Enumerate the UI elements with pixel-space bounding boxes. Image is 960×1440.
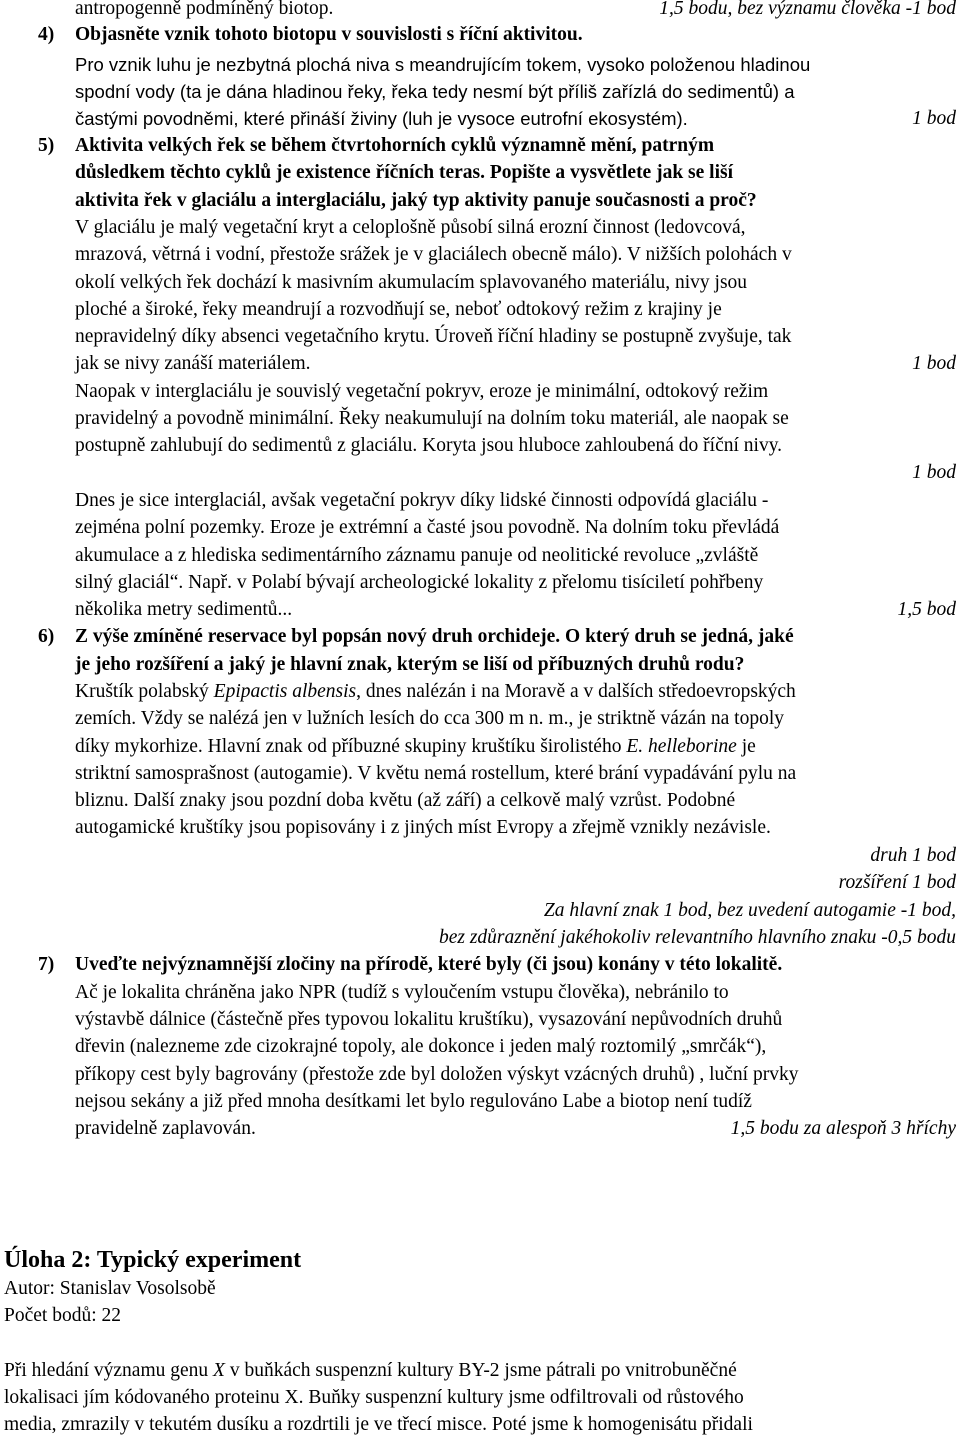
body-text: Při hledání významu genu <box>4 1360 214 1381</box>
answer-text: Pro vznik luhu je nezbytná plochá niva s meandrujícím tokem, vysoko položenou hladinou <box>75 54 811 75</box>
answer-text: dřevin (nalezneme zde cizokrajné topoly, ale dokonce i jeden malý roztomilý „smrčák“), <box>75 1036 767 1057</box>
answer-text: striktní samosprašnost (autogamie). V květu nemá rostellum, které brání vypadávání pylu na <box>75 763 797 784</box>
answer-text: mrazová, větrná i vodní, přestože srážek je v glaciálech obecně málo). V nižších polohách v <box>75 244 792 265</box>
points-note: rozšíření 1 bod <box>838 872 956 893</box>
answer-text: pravidelně zaplavován. <box>75 1118 256 1139</box>
answer-text: antropogenně podmíněný biotop. <box>75 0 334 19</box>
answer-text: autogamické kruštíky jsou popisovány i z jiných míst Evropy a zřejmě vznikly nezávisle. <box>75 817 771 838</box>
points-note: 1,5 bod <box>897 599 956 620</box>
answer-text: jak se nivy zanáší materiálem. <box>75 353 311 374</box>
answer-text: silný glaciál“. Např. v Polabí bývají archeologické lokality z přelomu tisíciletí pohřbeny <box>75 572 764 593</box>
answer-text: nepravidelný díky absenci vegetačního krytu. Úroveň říční hladiny se postupně zvyšuje, tak <box>75 326 792 347</box>
points-note: 1,5 bodu, bez významu člověka -1 bod <box>659 0 956 19</box>
question-text: Aktivita velkých řek se během čtvrtohorních cyklů významně mění, patrným <box>75 135 715 156</box>
gene-name: X <box>213 1360 225 1381</box>
answer-text: postupně zahlubují do sedimentů z glaciálu. Koryta jsou hluboce zahloubená do říční nivy. <box>75 435 783 456</box>
question-text: Z výše zmíněné reservace byl popsán nový druh orchideje. O který druh se jedná, jaké <box>75 626 794 647</box>
points-note: 1 bod <box>912 462 956 483</box>
body-text: media, zmrazily v tekutém dusíku a rozdrtili je ve třecí misce. Poté jsme k homogenisátu přidali <box>4 1414 753 1435</box>
answer-text: Dnes je sice interglaciál, avšak vegetační pokryv díky lidské činnosti odpovídá glaciálu - <box>75 490 769 511</box>
answer-text: výstavbě dálnice (částečně přes typovou lokalitu kruštíku), vysazování nepůvodních druhů <box>75 1009 783 1030</box>
question-number: 4) <box>38 24 55 45</box>
section-heading: Úloha 2: Typický experiment <box>4 1247 302 1273</box>
question-number: 5) <box>38 135 55 156</box>
answer-text: zejména polní pozemky. Eroze je extrémní a časté jsou povodně. Na dolním toku převládá <box>75 517 780 538</box>
points-note: 1 bod <box>912 108 956 129</box>
answer-text: několika metry sedimentů... <box>75 599 293 620</box>
question-text: je jeho rozšíření a jaký je hlavní znak, kterým se liší od příbuzných druhů rodu? <box>75 654 745 675</box>
points-note: 1 bod <box>912 353 956 374</box>
text-line <box>75 0 956 22</box>
answer-text: díky mykorhize. Hlavní znak od příbuzné skupiny kruštíku širolistého <box>75 736 627 757</box>
answer-text: nejsou sekány a již před mnoha desítkami let bylo regulováno Labe a biotop není tudíž <box>75 1091 752 1112</box>
answer-text: okolí velkých řek dochází k masivním akumulacím splavovaného materiálu, nivy jsou <box>75 272 748 293</box>
points-line: Počet bodů: 22 <box>4 1305 121 1326</box>
points-note: bez zdůraznění jakéhokoliv relevantního hlavního znaku -0,5 bodu <box>438 927 956 948</box>
answer-text: spodní vody (ta je dána hladinou řeky, řeka tedy nesmí být příliš zařízlá do sedimentů) a <box>75 81 795 102</box>
points-note: Za hlavní znak 1 bod, bez uvedení autogamie -1 bod, <box>543 900 956 921</box>
question-text: důsledkem těchto cyklů je existence říčních teras. Popište a vysvětlete jak se liší <box>75 162 734 183</box>
answer-text: zemích. Vždy se nalézá jen v lužních lesích do cca 300 m n. m., je striktně vázán na topoly <box>75 708 784 729</box>
answer-text: Naopak v interglaciálu je souvislý vegetační pokryv, eroze je minimální, odtokový režim <box>75 381 769 402</box>
answer-text: pravidelný a povodně minimální. Řeky neakumulují na dolním toku materiál, ale naopak se <box>75 408 789 429</box>
answer-text: Kruštík polabský <box>75 681 214 702</box>
author-line: Autor: Stanislav Vosolsobě <box>4 1278 216 1299</box>
species-name: Epipactis albensis <box>213 681 357 702</box>
text-line <box>4 1358 956 1384</box>
text-line <box>75 106 956 132</box>
answer-text: příkopy cest byly bagrovány (přestože zde byl doložen výskyt vzácných druhů) , luční prvky <box>75 1064 799 1085</box>
question-text: Uveďte nejvýznamnější zločiny na přírodě, které byly (či jsou) konány v této lokalitě. <box>75 954 783 975</box>
answer-text: akumulace a z hlediska sedimentárního záznamu panuje od neolitické revoluce „zvláště <box>75 545 759 566</box>
answer-text: V glaciálu je malý vegetační kryt a celoplošně působí silná erozní činnost (ledovcová, <box>75 217 746 238</box>
question-text: Objasněte vznik tohoto biotopu v souvislosti s říční aktivitou. <box>75 24 583 45</box>
question-number: 7) <box>38 954 55 975</box>
body-text: v buňkách suspenzní kultury BY-2 jsme pátrali po vnitrobuněčné <box>224 1360 737 1381</box>
text-line <box>75 351 956 377</box>
answer-text: častými povodněmi, které přináší živiny (luh je vysoce eutrofní ekosystém). <box>75 108 688 129</box>
species-name: E. helleborine <box>626 736 737 757</box>
question-number: 6) <box>38 626 55 647</box>
text-line <box>75 1116 956 1142</box>
answer-text: ploché a široké, řeky meandrují a rozvodňují se, neboť odtokový režim z krajiny je <box>75 299 722 320</box>
points-note: druh 1 bod <box>870 845 956 866</box>
text-line <box>75 679 956 705</box>
answer-text: bliznu. Další znaky jsou pozdní doba květu (až září) a celkově malý vzrůst. Podobné <box>75 790 736 811</box>
answer-text: , dnes nalézán i na Moravě a v dalších středoevropských <box>356 681 796 702</box>
answer-text: Ač je lokalita chráněna jako NPR (tudíž s vyloučením vstupu člověka), nebránilo to <box>75 982 729 1003</box>
question-text: aktivita řek v glaciálu a interglaciálu, jaký typ aktivity panuje současnosti a proč? <box>75 190 757 211</box>
answer-text: je <box>736 736 756 757</box>
body-text: lokalisaci jím kódovaného proteinu X. Buňky suspenzní kultury jsme odfiltrovali od růstového <box>4 1387 744 1408</box>
points-note: 1,5 bodu za alespoň 3 hříchy <box>730 1118 956 1139</box>
text-line <box>75 597 956 623</box>
text-line <box>75 734 956 760</box>
